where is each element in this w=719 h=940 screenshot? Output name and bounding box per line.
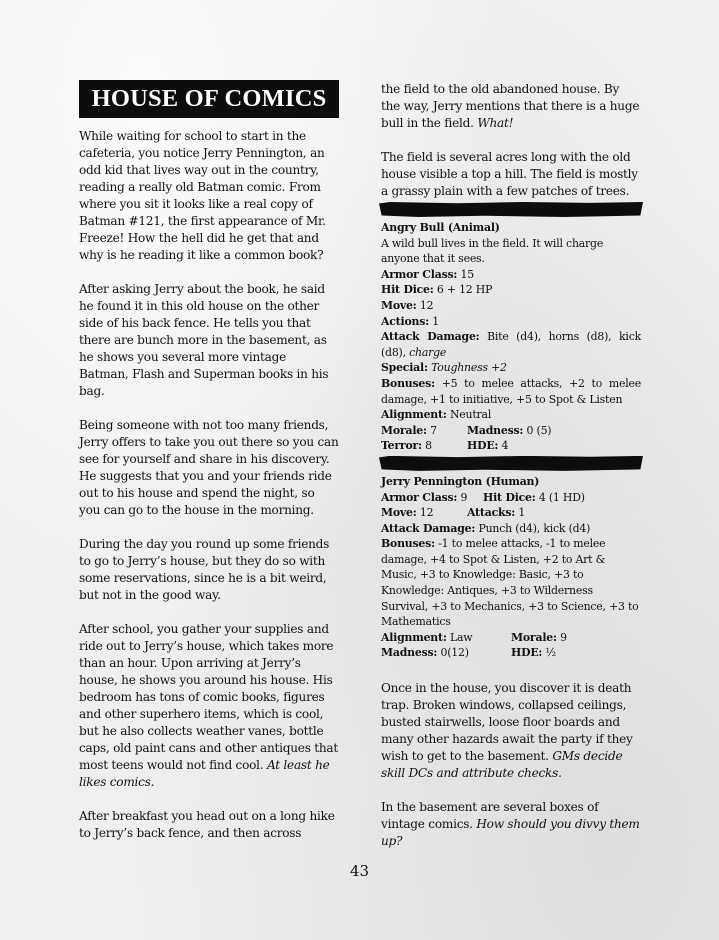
- statblock-bull: Angry Bull (Animal) A wild bull lives in the field. It will charge anyone that it sees. Armor Class: 15 Hit Dice: 6 + 12 HP Move: 12 Actions: 1 Attack Damage: Bite (d4), horns (d8), kick (d8), charge Special: Toughness +2 Bonuses: +5 to melee attacks, +2 to melee damage, +1 to initiative, +5 to Spot & Listen Alignment: Neutral Morale: 7 Madness: 0 (5) Terror: 8 HDE: 4: [381, 221, 642, 453]
- left-column: [79, 128, 339, 842]
- statblock-name: Angry Bull (Animal): [381, 221, 500, 234]
- paragraph: After breakfast you head out on a long hike to Jerry’s back fence, and then across: [79, 809, 335, 840]
- paragraph: While waiting for school to start in the cafeteria, you notice Jerry Pennington, an odd kid that lives way out in the country, reading a really old Batman comic. From where you sit it looks like a real copy of Batman #121, the first appearance of Mr. Freeze! How the hell did he get that and why is he reading it like a common book?: [79, 129, 326, 262]
- statblock-jerry: Jerry Pennington (Human) Armor Class: 9 Hit Dice: 4 (1 HD) Move: 12 Attacks: 1 Attack Damage: Punch (d4), kick (d4) Bonuses: -1 to melee attacks, -1 to melee damage, +4 to Spot & Listen, +2 to Art & Music, +3 to Knowledge: Basic, +3 to Knowledge: Antiques, +3 to Wilderness Survival, +3 to Mechanics, +3 to Science, +3 to Mathematics Alignment: Law Morale: 9 Madness: 0(12) HDE: ½: [381, 474, 641, 661]
- right-column: [381, 81, 641, 850]
- paragraph: After asking Jerry about the book, he said he found it in this old house on the other side of his back fence. He tells you that there are bunch more in the basement, as he shows you several more vintage Batman, Flash and Superman books in his bag.: [79, 282, 329, 398]
- page-title: HOUSE OF COMICS: [79, 80, 339, 118]
- page-number: 43: [349, 862, 370, 880]
- divider-bar: [379, 202, 643, 217]
- paragraph: In the basement are several boxes of vintage comics. How should you divvy them up?: [381, 800, 640, 849]
- paragraph: the field to the old abandoned house. By the way, Jerry mentions that there is a huge bull in the field. What!: [381, 82, 640, 130]
- paragraph: The field is several acres long with the old house visible a top a hill. The field is mostly a grassy plain with a few patches of trees.: [381, 150, 638, 198]
- paragraph: Once in the house, you discover it is death trap. Broken windows, collapsed ceilings, busted stairwells, loose floor boards and many other hazards await the party if they wish to get to the basement. GMs decide skill DCs and attribute checks.: [381, 681, 633, 781]
- divider-bar: [379, 456, 643, 471]
- paragraph: Being someone with not too many friends, Jerry offers to take you out there so you can see for yourself and share in his discovery. He suggests that you and your friends ride out to his house and spend the night, so you can go to the house in the morning.: [79, 418, 339, 517]
- statblock-name: Jerry Pennington (Human): [381, 474, 540, 488]
- paragraph: During the day you round up some friends to go to Jerry’s house, but they do so with some reservations, since he is a bit weird, but not in the good way.: [79, 537, 330, 602]
- paragraph: After school, you gather your supplies and ride out to Jerry’s house, which takes more than an hour. Upon arriving at Jerry’s house, he shows you around his house. His bedroom has tons of comic books, figures and other superhero items, which is cool, but he also collects weather vanes, bottle caps, old paint cans and other antiques that most teens would not find cool. At least he likes comics.: [79, 622, 338, 789]
- statblock-desc: A wild bull lives in the field. It will charge anyone that it sees.: [381, 236, 604, 266]
